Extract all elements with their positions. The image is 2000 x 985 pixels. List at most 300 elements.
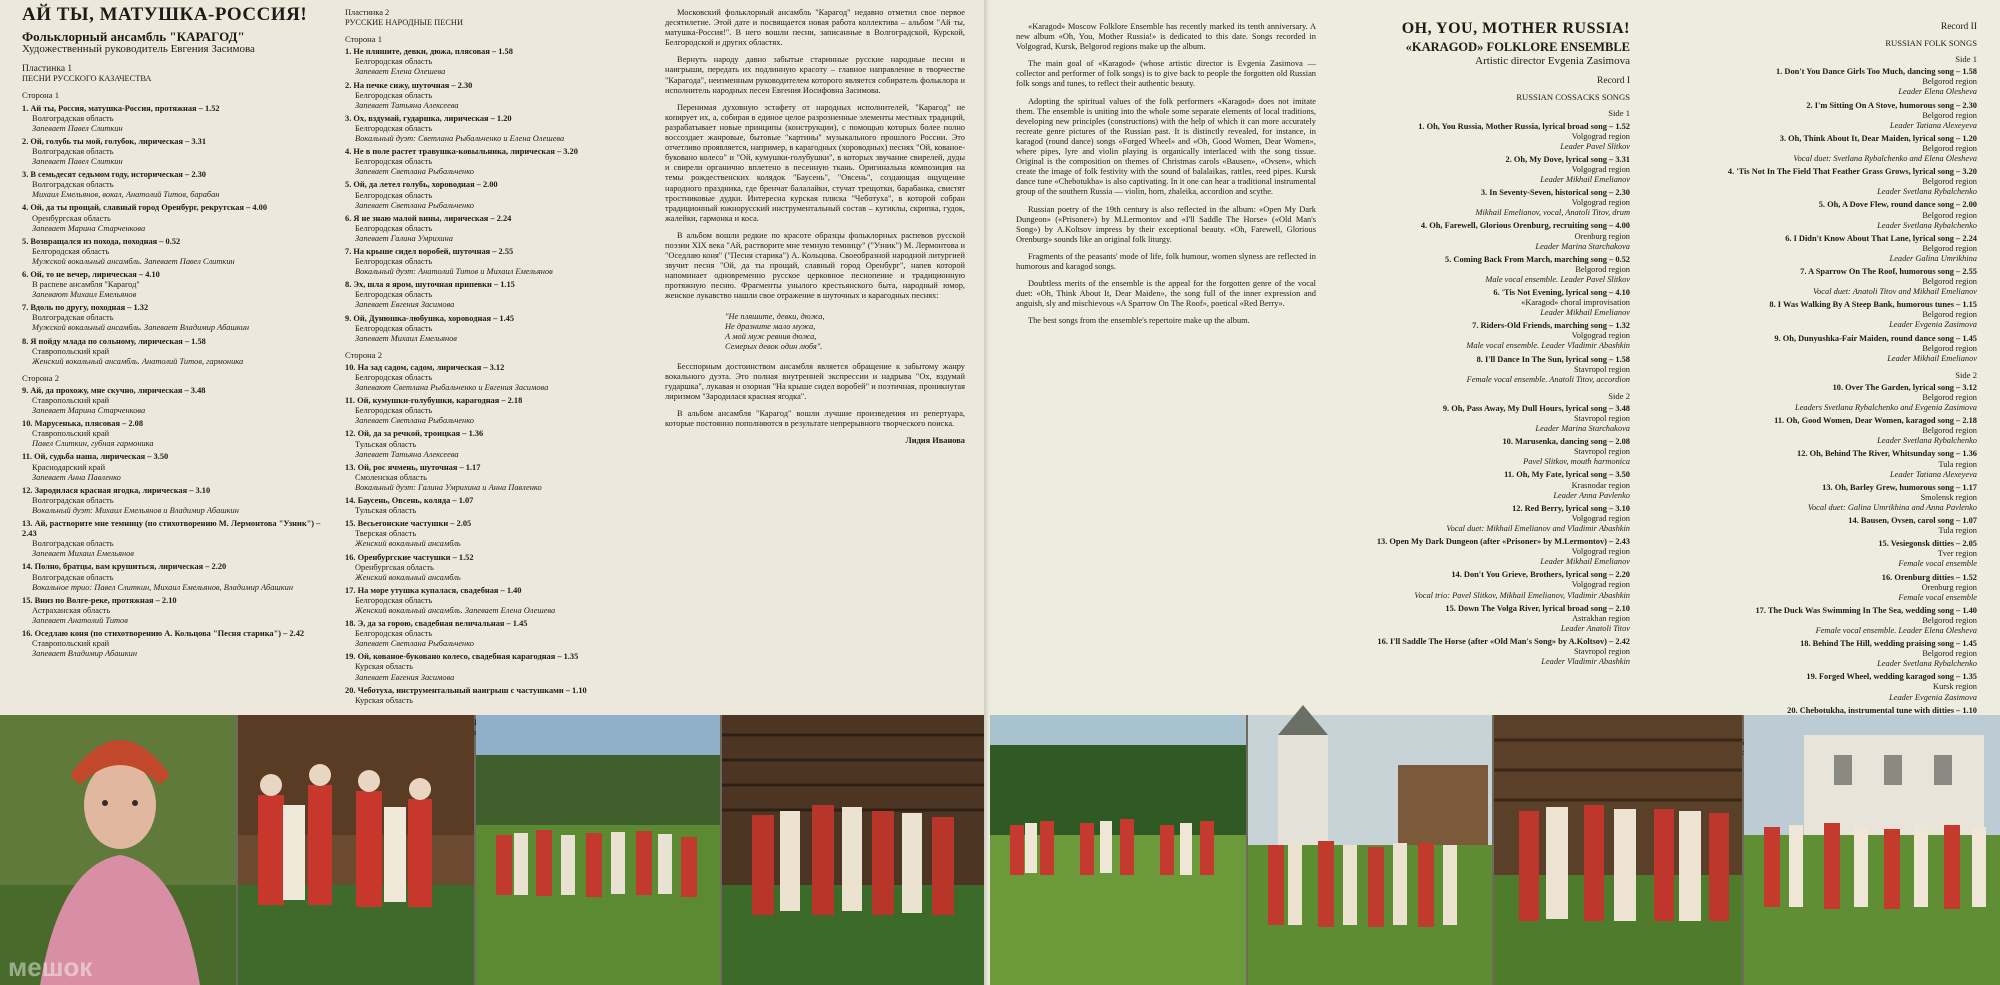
track-title: 1. Не пляшите, девки, дюжа, плясовая – 1.58 <box>345 47 513 57</box>
track-title: 11. Ой, кумушки-голубушки, карагодная – 2.18 <box>345 396 523 406</box>
track-title: 12. Red Berry, lyrical song – 3.10 <box>1512 503 1630 513</box>
track-item <box>1672 200 1977 230</box>
en-r2-side1-tracks <box>1672 67 1977 364</box>
track-performers: Женский вокальный ансамбль. Запевает Елена Олешева <box>355 605 556 615</box>
en-r2-side1-label: Side 1 <box>1955 54 1977 65</box>
track-title: 18. Э, да за горою, свадебная величальная – 1.45 <box>345 619 528 629</box>
ru-r2-side1-tracks <box>345 47 645 344</box>
track-title: 5. Oh, A Dove Flew, round dance song – 2.00 <box>1818 200 1977 210</box>
track-title: 14. Bausen, Ovsen, carol song – 1.07 <box>1848 516 1977 526</box>
track-region: Belgorod region <box>1575 264 1630 274</box>
track-item <box>345 114 645 144</box>
track-performers: Leader Mikhail Emelianov <box>1540 308 1630 318</box>
track-title: 12. Зародилася красная ягодка, лирическая – 3.10 <box>22 485 211 495</box>
musicians-log-house-photo <box>1494 715 1742 985</box>
track-performers: Запевает Светлана Рыбальченко <box>355 200 474 210</box>
track-item <box>1672 300 1977 330</box>
track-region: Belgorod region <box>1922 110 1977 120</box>
track-title: 5. Возвращался из похода, походная – 0.52 <box>22 236 181 246</box>
track-performers: Запевает Михаил Емельянов <box>355 333 457 343</box>
track-title: 16. Оседлаю коня (по стихотворению А. Кольцова "Песня старика") – 2.42 <box>22 628 305 638</box>
track-region: Volgograd region <box>1571 198 1630 208</box>
track-performers: Vocal duet: Svetlana Rybalchenko and Elena Olesheva <box>1793 154 1977 164</box>
track-item <box>1330 470 1630 500</box>
track-region: Краснодарский край <box>32 462 106 472</box>
track-title: 7. На крыше сидел воробей, шуточная – 2.55 <box>345 246 514 256</box>
track-item <box>345 280 645 310</box>
track-item <box>22 386 322 416</box>
track-item <box>22 303 322 333</box>
track-title: 7. A Sparrow On The Roof, humorous song – 2.55 <box>1800 266 1977 276</box>
church-village-photo <box>1248 715 1492 985</box>
track-performers: Leader Svetlana Rybalchenko <box>1877 436 1977 446</box>
track-item <box>22 270 322 300</box>
ru-column-2 <box>345 8 645 738</box>
track-item <box>22 519 322 559</box>
en-paragraph: The main goal of «Karagod» (whose artistic director is Evgenia Zasimova — collector and performer of folk songs) is to give back to people the forgotten old Russian folk songs and tunes, to reflect their authentic beauty. <box>1016 59 1316 89</box>
en-paragraph: The best songs from the ensemble's repertoire make up the album. <box>1028 316 1250 326</box>
track-region: Belgorod region <box>1922 277 1977 287</box>
track-title: 14. Баусень, Овсень, коляда – 1.07 <box>345 496 474 506</box>
track-title: 9. Ай, да прохожу, мне скучно, лирическая – 3.48 <box>22 385 206 395</box>
left-panel <box>0 0 990 715</box>
ru-author-signature: Лидия Иванова <box>905 436 965 446</box>
dancers-field-photo <box>476 715 720 985</box>
en-record1-label: Record I <box>1597 76 1630 87</box>
track-region: Волгоградская область <box>32 180 114 190</box>
track-performers: Запевает Светлана Рыбальченко <box>355 639 474 649</box>
track-performers: Запевает Татьяна Алексеева <box>355 100 459 110</box>
track-item <box>345 429 645 459</box>
track-title: 15. Vesiegonsk ditties – 2.05 <box>1878 539 1977 549</box>
track-title: 9. Ой, Дунюшка-любушка, хороводная – 1.45 <box>345 313 515 323</box>
track-region: Volgograd region <box>1571 131 1630 141</box>
track-performers: Leader Mikhail Emelianov <box>1540 557 1630 567</box>
track-region: Белгородская область <box>355 290 433 300</box>
track-performers: Запевает Евгения Засимова <box>355 300 455 310</box>
track-title: 10. Marusenka, dancing song – 2.08 <box>1502 437 1630 447</box>
en-column-record1 <box>1330 8 1630 667</box>
track-title: 2. Oh, My Dove, lyrical song – 3.31 <box>1505 154 1630 164</box>
track-item <box>1672 134 1977 164</box>
track-region: Белгородская область <box>355 323 433 333</box>
track-title: 13. Ай, растворите мне темницу (по стихотворению М. Лермонтова "Узник") – 2.43 <box>22 519 321 539</box>
track-title: 16. I'll Saddle The Horse (after «Old Man's Song» by A.Koltsov) – 2.42 <box>1377 636 1630 646</box>
track-item <box>345 553 645 583</box>
en-r1-side1-tracks <box>1330 122 1630 385</box>
track-title: 15. Down The Volga River, lyrical broad song – 2.10 <box>1445 603 1630 613</box>
track-region: Volgograd region <box>1571 331 1630 341</box>
track-title: 1. Ай ты, Россия, матушка-Россия, протяжная – 1.52 <box>22 103 220 113</box>
track-region: Волгоградская область <box>32 539 114 549</box>
track-region: Волгоградская область <box>32 572 114 582</box>
track-item <box>1330 504 1630 534</box>
track-region: Белгородская область <box>355 629 433 639</box>
verse-line: Семерых девок один любя". <box>725 341 823 351</box>
track-item <box>1672 573 1977 603</box>
track-item <box>22 486 322 516</box>
track-title: 10. Марусенька, плясовая – 2.08 <box>22 419 144 429</box>
track-title: 9. Oh, Dunyushka-Fair Maiden, round dance song – 1.45 <box>1774 333 1977 343</box>
ru-paragraph: Вернуть народу давно забытые старинные русские народные песни и наигрыши, передать их подлинную красоту – главное направление в творчестве "Карагода", неизменным руководителем которого является собиратель фольклора и исполнитель народных песен Евгения Иосифовна Засимова. <box>665 55 965 95</box>
track-performers: Запевают Михаил Емельянов <box>32 290 137 300</box>
track-region: Ставропольский край <box>32 346 110 356</box>
track-performers: Vocal duet: Anatoli Titov and Mikhail Emelianov <box>1812 287 1977 297</box>
track-region: Volgograd region <box>1571 164 1630 174</box>
track-item <box>345 619 645 649</box>
en-paragraph: Fragments of the peasants' mode of life, folk humour, women slyness are reflected in humorous and karagod songs. <box>1016 251 1316 271</box>
en-r1-side1-label: Side 1 <box>1608 108 1630 119</box>
track-title: 4. 'Tis Not In The Field That Feather Grass Grows, lyrical song – 3.20 <box>1727 167 1977 177</box>
ru-record2-heading: РУССКИЕ НАРОДНЫЕ ПЕСНИ <box>345 18 464 28</box>
track-region: Tula region <box>1938 526 1977 536</box>
track-performers: Vocal duet: Galina Umrikhina and Anna Pavlenko <box>1807 502 1977 512</box>
track-item <box>345 81 645 111</box>
track-performers: Запевает Михаил Емельянов <box>32 549 134 559</box>
track-item <box>22 337 322 367</box>
track-item <box>22 170 322 200</box>
track-performers: Запевает Анатолий Титов <box>32 615 128 625</box>
track-performers: Вокальный дуэт: Михаил Емельянов и Владимир Абашкин <box>32 505 239 515</box>
track-performers: Male vocal ensemble. Leader Vladimir Abashkin <box>1466 341 1630 351</box>
track-region: Волгоградская область <box>32 113 114 123</box>
track-item <box>1330 122 1630 152</box>
track-item <box>345 686 645 706</box>
track-performers: Запевает Владимир Абашкин <box>32 649 138 659</box>
en-album-title: OH, YOU, MOTHER RUSSIA! <box>1401 20 1630 37</box>
ru-paragraph: В альбом вошли редкие по красоте образцы фольклорных распевов русской поэзии XIX века "Ай, растворите мне темную темницу" ("Узник") М. Лермонтова и "Оседлаю коня" ("Песня старика") А. Кольцова. Своеобразной народной литургией звучит песня "Ой, да ты прощай, славный город Оренбург", напев которой напоминает одновременно русское церковное песнопение и традиционную протяжную песню. Фрагменты унылого крестьянского быта, народный юмор, женское лукавство нашли свое отражение в шуточных и карагодных песнях: <box>665 230 965 301</box>
ru-r1-side2-label: Сторона 2 <box>22 372 60 383</box>
track-region: Tver region <box>1937 549 1977 559</box>
track-performers: Leader Marina Starchakova <box>1535 241 1630 251</box>
track-title: 3. В семьдесят седьмом году, историческая – 2.30 <box>22 170 206 180</box>
track-title: 10. На зад садом, садом, лирическая – 3.12 <box>345 362 505 372</box>
track-performers: Вокальное трио: Павел Слиткин, Михаил Емельянов, Владимир Абашкин <box>32 582 294 592</box>
ru-r2-side2-label: Сторона 2 <box>345 349 383 360</box>
ru-paragraph: Московский фольклорный ансамбль "Карагод" недавно отметил свое первое десятилетие. Этой дате и посвящается новая работа коллектива – альбом "Ай ты, матушка-Россия!". В него вошли песни, записанные в Волгоградской, Курской, Белгородской и других областях. <box>665 8 965 48</box>
track-region: Белгородская область <box>355 123 433 133</box>
track-title: 17. The Duck Was Swimming In The Sea, wedding song – 1.40 <box>1755 605 1977 615</box>
track-item <box>1330 404 1630 434</box>
track-item <box>1330 537 1630 567</box>
track-title: 15. Весьегонские частушки – 2.05 <box>345 519 472 529</box>
track-performers: Leader Mikhail Emelianov <box>1540 175 1630 185</box>
track-performers: Женский вокальный ансамбль <box>355 539 461 549</box>
track-region: Stavropol region <box>1573 447 1630 457</box>
ru-record1-heading: ПЕСНИ РУССКОГО КАЗАЧЕСТВА <box>22 74 152 84</box>
track-performers: Vocal trio: Pavel Slitkov, Mikhail Emelianov, Vladimir Abashkin <box>1414 590 1630 600</box>
en-ensemble-name: «KARAGOD» FOLKLORE ENSEMBLE <box>1405 40 1630 55</box>
track-title: 2. На печке сижу, шуточная – 2.30 <box>345 80 473 90</box>
track-performers: Павел Слиткин, губная гармоника <box>32 439 154 449</box>
track-title: 3. Oh, Think About It, Dear Maiden, lyrical song – 1.20 <box>1779 133 1977 143</box>
track-title: 16. Оренбургские частушки – 1.52 <box>345 552 474 562</box>
track-item <box>1672 334 1977 364</box>
track-region: Тульская область <box>355 439 417 449</box>
en-r1-side2-label: Side 2 <box>1608 390 1630 401</box>
en-paragraph: Doubtless merits of the ensemble is the appeal for the forgotten genre of the vocal duet: «Oh, Think About It, Dear Maiden», the song full of the inner expression and anguish, sly and mischievous «A Sparrow On The Roof», poetical «Red Berry». <box>1016 279 1316 309</box>
track-region: Белгородская область <box>355 157 433 167</box>
track-region: Волгоградская область <box>32 495 114 505</box>
girl-portrait-photo <box>0 715 236 985</box>
track-item <box>345 519 645 549</box>
track-region: «Karagod» choral improvisation <box>1521 298 1630 308</box>
track-region: Волгоградская область <box>32 146 114 156</box>
track-region: Orenburg region <box>1921 582 1977 592</box>
track-title: 13. Ой, рос ячмень, шуточная – 1.17 <box>345 462 481 472</box>
track-performers: Female vocal ensemble <box>1898 559 1977 569</box>
track-region: Белгородская область <box>355 257 433 267</box>
verse-line: "Не пляшите, девки, дюжа, <box>725 311 825 321</box>
track-region: Тверская область <box>355 529 417 539</box>
track-performers: Leader Anna Pavlenko <box>1553 490 1630 500</box>
track-item <box>22 419 322 449</box>
track-title: 6. Ой, то не вечер, лирическая – 4.10 <box>22 269 160 279</box>
track-region: В распеве ансамбля "Карагод" <box>32 280 140 290</box>
track-title: 6. I Didn't Know About That Lane, lyrical song – 2.24 <box>1785 233 1977 243</box>
track-region: Белгородская область <box>355 57 433 67</box>
track-item <box>1672 67 1977 97</box>
track-title: 4. Ой, да ты прощай, славный город Оренбург, рекрутская – 4.00 <box>22 203 268 213</box>
track-region: Белгородская область <box>355 595 433 605</box>
ru-r2-side2-tracks <box>345 363 645 706</box>
track-title: 16. Orenburg ditties – 1.52 <box>1881 572 1977 582</box>
track-title: 8. I'll Dance In The Sun, lyrical song – 1.58 <box>1476 354 1630 364</box>
en-r2-side2-label: Side 2 <box>1955 369 1977 380</box>
track-performers: Вокальный дуэт: Светлана Рыбальченко и Елена Олешева <box>355 134 565 144</box>
track-region: Оренбургская область <box>32 213 111 223</box>
track-item <box>1672 449 1977 479</box>
en-record2-label: Record II <box>1940 22 1977 32</box>
watermark-logo: мешок <box>8 952 93 982</box>
track-title: 6. Я не знаю малой вины, лирическая – 2.24 <box>345 213 512 223</box>
track-performers: Female vocal ensemble. Leader Elena Olesheva <box>1815 625 1977 635</box>
ru-record1-label: Пластинка 1 <box>22 64 73 75</box>
track-item <box>1672 483 1977 513</box>
track-performers: Leader Svetlana Rybalchenko <box>1877 659 1977 669</box>
track-title: 11. Oh, Good Women, Dear Women, karagod song – 2.18 <box>1774 416 1977 426</box>
ru-album-title: АЙ ТЫ, МАТУШКА-РОССИЯ! <box>22 4 308 25</box>
track-item <box>22 452 322 482</box>
track-item <box>1672 539 1977 569</box>
ru-r2-side1-label: Сторона 1 <box>345 34 383 45</box>
track-title: 15. Вниз по Волге-реке, протяжная – 2.10 <box>22 595 177 605</box>
track-item <box>345 463 645 493</box>
track-region: Belgorod region <box>1922 426 1977 436</box>
track-performers: Leader Elena Olesheva <box>1898 87 1977 97</box>
track-title: 13. Oh, Barley Grew, humorous song – 1.17 <box>1822 482 1977 492</box>
track-performers: Вокальный дуэт: Галина Умрихина и Анна Павленко <box>355 482 542 492</box>
ensemble-meadow-photo <box>990 715 1246 985</box>
en-paragraph: Adopting the spiritual values of the folk performers «Karagod» does not imitate them. The ensemble is uniting into the whole some separate elements of local traditions, developing new principles (constructions) with the help of which it can more accurately recreate genre pictures of the Russian past. It is distinctly revealed, for instance, in karagod (round dance) songs «Forged Wheel» and «Oh, Good Women, Dear Women», where pipes, lyre and violin playing is organically interlaced with the song tissue. Original is the composition on themes of Christmas carols «Bausen», «Ovsen», which create the image of folk festivity with the sound of balalaikas, rattles, reed pipes. Kursk dance tune «Chebotukha» is also captivating. In it one can hear a traditional instrumental group of the southern Russia — violin, horn, zhaleika, accordion and scythe. <box>1016 96 1316 197</box>
track-item <box>1330 321 1630 351</box>
track-performers: Запевает Анна Павленко <box>32 472 121 482</box>
track-performers: Запевает Павел Слиткин <box>32 157 123 167</box>
ru-director: Художественный руководитель Евгения Засимова <box>22 43 255 56</box>
track-region: Smolensk region <box>1920 492 1977 502</box>
track-performers: Михаил Емельянов, вокал, Анатолий Титов, барабан <box>32 190 220 200</box>
track-item <box>1672 606 1977 636</box>
track-item <box>345 652 645 682</box>
track-item <box>1330 221 1630 251</box>
track-performers: Запевает Евгения Засимова <box>355 672 455 682</box>
track-performers: Leader Mikhail Emelianov <box>1887 353 1977 363</box>
track-item <box>345 586 645 616</box>
track-item <box>1330 155 1630 185</box>
track-region: Ставропольский край <box>32 396 110 405</box>
track-item <box>1330 288 1630 318</box>
track-region: Волгоградская область <box>32 313 114 323</box>
track-title: 3. In Seventy-Seven, historical song – 2.30 <box>1480 188 1630 198</box>
track-item <box>1330 255 1630 285</box>
track-region: Kursk region <box>1933 682 1977 692</box>
en-record1-heading: RUSSIAN COSSACKS SONGS <box>1516 92 1630 103</box>
track-title: 14. Полно, братцы, вам крушиться, лирическая – 2.20 <box>22 562 227 572</box>
ru-r1-side2-tracks <box>22 386 322 659</box>
track-title: 2. I'm Sitting On A Stove, humorous song – 2.30 <box>1806 100 1977 110</box>
track-item <box>1330 188 1630 218</box>
en-liner-notes <box>1016 22 1316 333</box>
en-r2-side2-tracks <box>1672 383 1977 726</box>
track-title: 6. 'Tis Not Evening, lyrical song – 4.10 <box>1493 287 1630 297</box>
track-title: 9. Oh, Pass Away, My Dull Hours, lyrical song – 3.48 <box>1442 403 1630 413</box>
track-performers: Vocal duet: Mikhail Emelianov and Vladimir Abashkin <box>1446 523 1630 533</box>
track-title: 8. Я пойду млада по сольному, лирическая – 1.58 <box>22 336 206 346</box>
track-performers: Женский вокальный ансамбль. Анатолий Титов, гармоника <box>32 356 244 366</box>
track-item <box>1330 437 1630 467</box>
track-item <box>22 237 322 267</box>
track-title: 7. Riders-Old Friends, marching song – 1.32 <box>1472 321 1630 331</box>
en-column-record2 <box>1672 8 1977 758</box>
track-performers: Leader Pavel Slitkov <box>1560 141 1630 151</box>
track-region: Belgorod region <box>1922 393 1977 402</box>
track-item <box>1672 267 1977 297</box>
track-region: Volgograd region <box>1571 580 1630 590</box>
track-region: Krasnodar region <box>1571 480 1630 490</box>
track-performers: Запевает Светлана Рыбальченко <box>355 416 474 426</box>
track-region: Белгородская область <box>355 406 433 416</box>
track-title: 1. Don't You Dance Girls Too Much, dancing song – 1.58 <box>1776 67 1977 77</box>
track-performers: Запевает Светлана Рыбальченко <box>355 167 474 177</box>
track-region: Ставропольский край <box>32 429 110 439</box>
track-title: 3. Ох, вздумай, гударшка, лирическая – 1.20 <box>345 113 512 123</box>
track-item <box>345 47 645 77</box>
en-paragraph: Russian poetry of the 19th century is also reflected in the album: «Open My Dark Dungeon» («Prisoner») by M.Lermontov and «I'll Saddle The Horse» («Old Man's Song») by A.Koltsov impress by their exceptional beauty. «Oh, Farewell, Glorious Orenburg» sounds like an original folk liturgy. <box>1016 204 1316 244</box>
track-item <box>1330 355 1630 385</box>
track-title: 13. Open My Dark Dungeon (after «Prisoner» by M.Lermontov) – 2.43 <box>1376 537 1630 547</box>
track-item <box>22 562 322 592</box>
track-title: 11. Ой, судьба наша, лирическая – 3.50 <box>22 452 169 462</box>
track-performers: Запевает Татьяна Алексеева <box>355 449 459 459</box>
track-region: Смоленская область <box>355 472 427 482</box>
en-credit-line: photo <box>1732 747 1752 757</box>
track-performers: Leader Vladimir Abashkin <box>1541 657 1630 667</box>
track-performers: Leader Evgenia Zasimova <box>1889 692 1977 702</box>
track-title: 7. Вдоль по другу, походная – 1.32 <box>22 303 149 313</box>
ensemble-log-cabin-photo <box>722 715 984 985</box>
track-item <box>345 314 645 344</box>
ru-liner-notes <box>665 8 965 447</box>
track-title: 19. Forged Wheel, wedding karagod song – 1.35 <box>1806 672 1977 682</box>
track-title: 2. Ой, голубь ты мой, голубок, лирическая – 3.31 <box>22 136 207 146</box>
ru-r1-side1-tracks <box>22 104 322 367</box>
track-region: Stavropol region <box>1573 364 1630 374</box>
track-title: 19. Ой, кованое-буковано колесо, свадебная карагодная – 1.35 <box>345 652 579 662</box>
track-region: Stavropol region <box>1573 414 1630 423</box>
track-region: Астраханская область <box>32 605 111 615</box>
track-performers: Leader Galina Umrikhina <box>1889 253 1977 263</box>
track-region: Тульская область <box>355 506 417 516</box>
track-region: Belgorod region <box>1922 243 1977 253</box>
track-title: 10. Over The Garden, lyrical song – 3.12 <box>1832 382 1977 392</box>
track-performers: Leader Tatiana Alexeyeva <box>1890 120 1977 130</box>
track-item <box>22 629 322 659</box>
track-item <box>22 203 322 233</box>
track-region: Белгородская область <box>32 246 110 256</box>
track-item <box>345 363 645 393</box>
track-item <box>345 247 645 277</box>
track-item <box>345 214 645 244</box>
track-performers: Запевает Елена Олешева <box>355 67 446 77</box>
track-performers: Male vocal ensemble. Leader Pavel Slitkov <box>1485 274 1630 284</box>
track-item <box>1330 570 1630 600</box>
track-title: 18. Behind The Hill, wedding praising song – 1.45 <box>1800 639 1977 649</box>
track-performers: Запевают Светлана Рыбальченко и Евгения Засимова <box>355 383 549 393</box>
en-record2-heading: RUSSIAN FOLK SONGS <box>1885 38 1977 49</box>
track-title: 8. Эх, шла я яром, шуточная припевки – 1.15 <box>345 280 515 290</box>
track-title: 12. Ой, да за речкой, троицкая – 1.36 <box>345 429 484 439</box>
track-performers: Female vocal ensemble <box>1898 592 1977 602</box>
ru-column-1 <box>22 4 322 659</box>
track-performers: Leaders Svetlana Rybalchenko and Evgenia Zasimova <box>1795 403 1977 413</box>
ru-paragraph: В альбом ансамбля "Карагод" вошли лучшие произведения из репертуара, которые постоянно пополняются в результате непрерывного творческого поиска. <box>665 409 965 429</box>
verse-line: Не дразните мало мужа, <box>725 321 816 331</box>
track-item <box>1672 167 1977 197</box>
track-title: 4. Не в поле растет травушка-ковыльника, лирическая – 3.20 <box>345 147 578 157</box>
group-wooden-house-photo <box>238 715 474 985</box>
track-region: Курская область <box>355 695 413 705</box>
track-region: Курская область <box>355 662 413 672</box>
track-item <box>1330 637 1630 667</box>
track-title: 11. Oh, My Fate, lyrical song – 3.50 <box>1504 470 1630 480</box>
track-performers: Leader Tatiana Alexeyeva <box>1890 469 1977 479</box>
track-title: 5. Coming Back From March, marching song – 0.52 <box>1445 254 1630 264</box>
ru-paragraph: Перенимая духовную эстафету от народных исполнителей, "Карагод" не копирует их, а, собирая в единое целое разрозненные элементы местных традиций, разрабатывает новые принципы (конструкции), с помощью которых более полно воссоздает жанровые, бытовые "картины" музыкального прошлого России. Это отчетливо проявляется, например, в карагодных (хороводных) песнях "Ой, кованое-буковано колесо" и "Ой, кумушки-голубушки", в которых звучание свирелей, дуды и свирели органично вплетено в песенную ткань. Оригинальна композиция на темы рождественских колядок "Баусень", "Овсень", создающая ощущение народного праздника, где бренчат балалайки, стучат трещотки, барабанка, свистят тростниковые дудки. Интересна курская пляска "Чеботуха", в которой собран традиционный южнорусский инструментальный состав – кугиклы, скрипка, гудок, жалейки, гармонка и коса. <box>665 102 965 223</box>
track-item <box>1672 516 1977 536</box>
track-region: Volgograd region <box>1571 513 1630 523</box>
track-region: Белгородская область <box>355 90 433 100</box>
ru-quoted-verse <box>725 312 965 352</box>
track-region: Volgograd region <box>1571 547 1630 557</box>
track-item <box>345 180 645 210</box>
track-item <box>1672 639 1977 669</box>
track-item <box>1672 101 1977 131</box>
photo-strip <box>0 715 2000 985</box>
track-performers: Запевает Галина Умрихина <box>355 233 453 243</box>
track-region: Orenburg region <box>1574 231 1630 241</box>
track-item <box>1672 383 1977 413</box>
track-region: Belgorod region <box>1922 177 1977 187</box>
track-performers: Female vocal ensemble. Anatoli Titov, accordion <box>1466 374 1630 384</box>
track-item <box>22 137 322 167</box>
track-item <box>1672 672 1977 702</box>
track-region: Ставропольский край <box>32 639 110 649</box>
track-performers: Запевает Павел Слиткин <box>32 123 123 133</box>
track-region: Belgorod region <box>1922 143 1977 153</box>
track-region: Белгородская область <box>355 373 433 382</box>
ru-record2-label: Пластинка 2 <box>345 8 390 17</box>
track-region: Astrakhan region <box>1572 613 1630 623</box>
